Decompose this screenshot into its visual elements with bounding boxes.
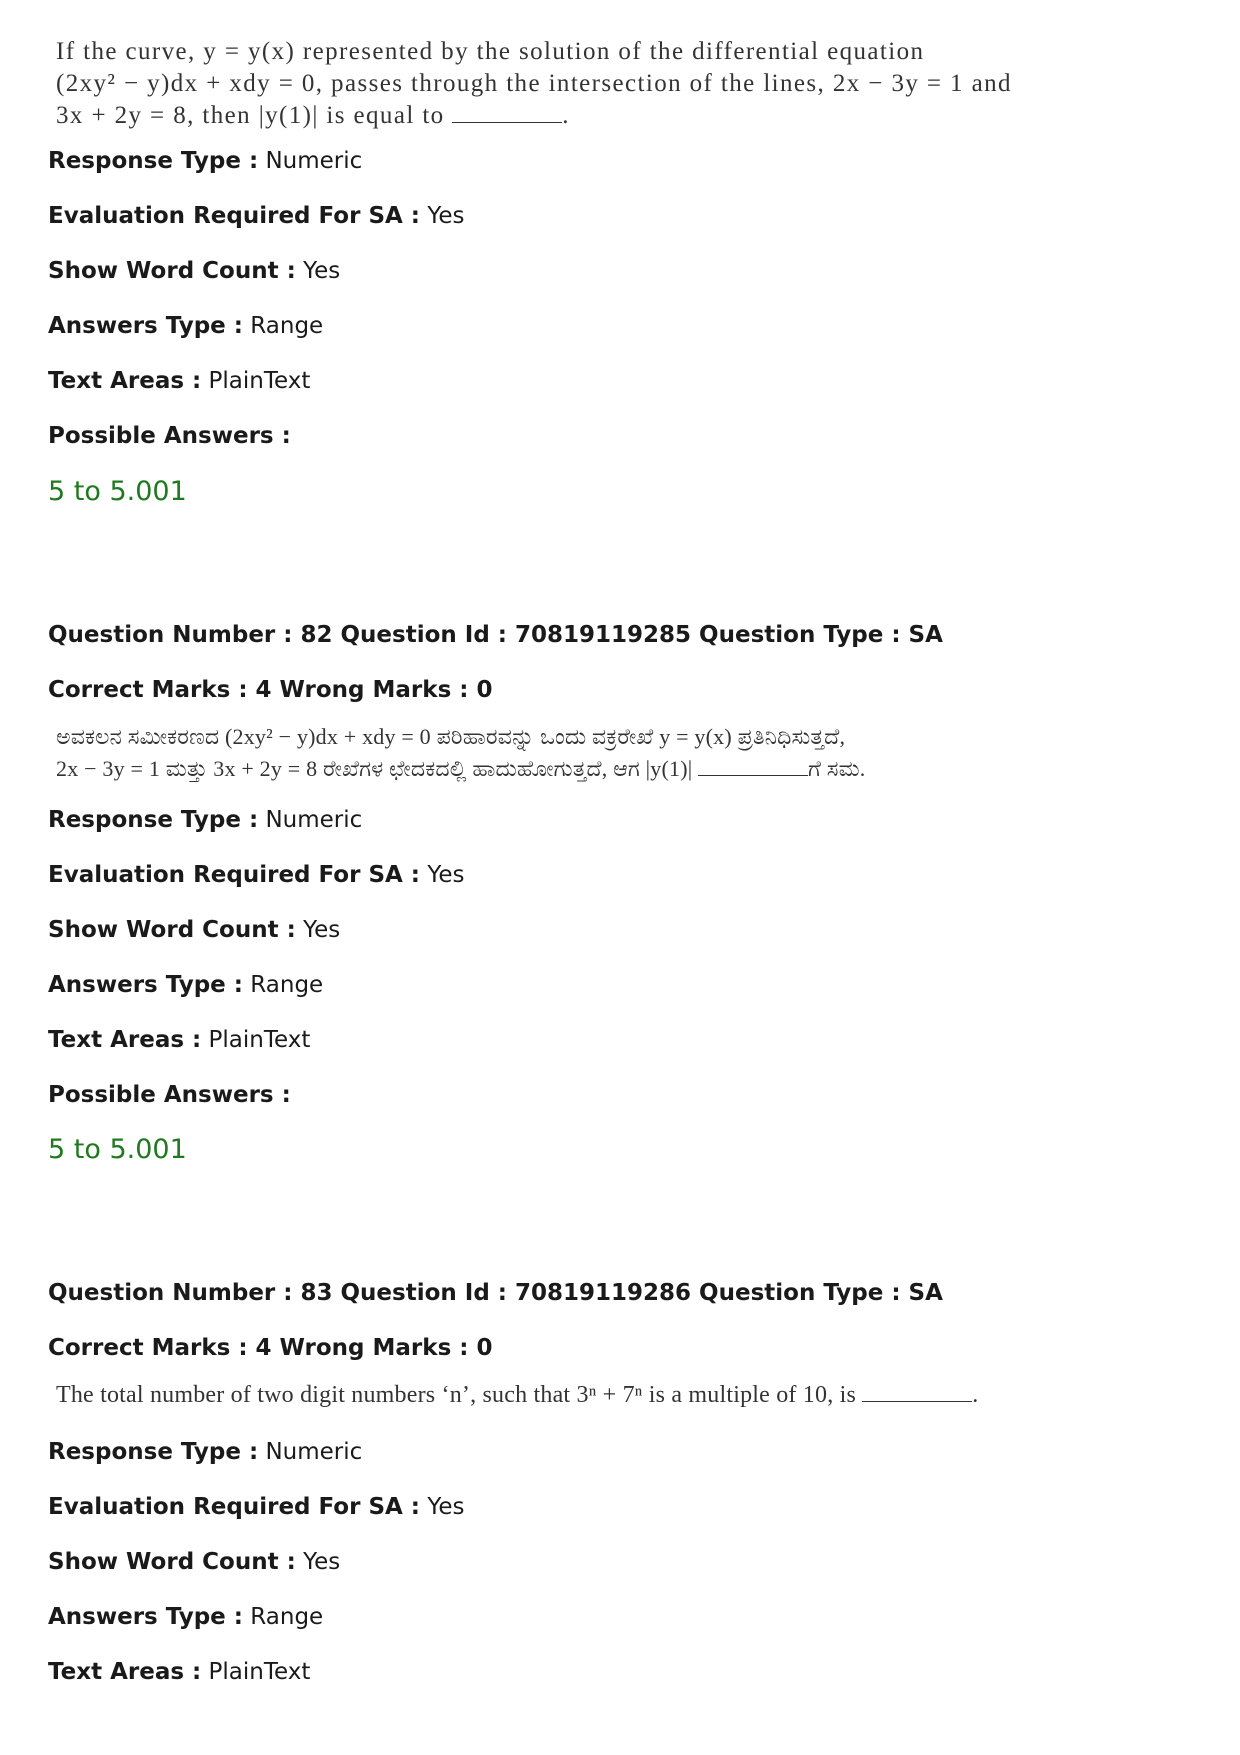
question-81-text [56,36,1012,132]
question-83-text [56,1379,979,1411]
possible-answers-label: Possible Answers : [48,1082,291,1108]
evaluation-row: Evaluation Required For SA : Yes [48,1494,465,1520]
answer-blank [862,1379,972,1402]
evaluation-row: Evaluation Required For SA : Yes [48,203,465,229]
word-count-row: Show Word Count : Yes [48,917,341,943]
question-line: (2xy² − y)dx + xdy = 0, passes through the intersection of the lines, 2x − 3y = 1 and [56,70,1012,97]
question-82-header: Question Number : 82 Question Id : 70819119285 Question Type : SA [48,622,943,648]
answers-type-row: Answers Type : Range [48,972,324,998]
word-count-row: Show Word Count : Yes [48,258,341,284]
response-type-row: Response Type : Numeric [48,1439,363,1465]
evaluation-row: Evaluation Required For SA : Yes [48,862,465,888]
question-line: ಅವಕಲನ ಸಮೀಕರಣದ (2xy² − y)dx + xdy = 0 ಪರಿಹಾರವನ್ನು ಒಂದು ವಕ್ರರೇಖೆ y = y(x) ಪ್ರತಿನಿಧಿಸುತ್ತದೆ, [56,724,846,749]
question-82-marks: Correct Marks : 4 Wrong Marks : 0 [48,677,493,703]
possible-answer: 5 to 5.001 [48,476,187,507]
answers-type-row: Answers Type : Range [48,1604,324,1630]
possible-answer: 5 to 5.001 [48,1134,187,1165]
answer-blank [452,100,562,123]
answer-blank [698,753,808,776]
question-line: The total number of two digit numbers ‘n’, such that 3ⁿ + 7ⁿ is a multiple of 10, is . [56,1379,946,1411]
question-83-header: Question Number : 83 Question Id : 70819119286 Question Type : SA [48,1280,943,1306]
response-type-row: Response Type : Numeric [48,148,363,174]
question-line: If the curve, y = y(x) represented by the solution of the differential equation [56,38,925,65]
possible-answers-label: Possible Answers : [48,423,291,449]
question-83-marks: Correct Marks : 4 Wrong Marks : 0 [48,1335,493,1361]
answers-type-row: Answers Type : Range [48,313,324,339]
question-line: 3x + 2y = 8, then |y(1)| is equal to . [56,102,570,129]
question-line: 2x − 3y = 1 ಮತ್ತು 3x + 2y = 8 ರೇಖೆಗಳ ಛೇದಕದಲ್ಲಿ ಹಾದುಹೋಗುತ್ತದೆ, ಆಗ |y(1)| ಗೆ ಸಮ. [56,753,946,785]
text-areas-row: Text Areas : PlainText [48,1659,311,1685]
response-type-row: Response Type : Numeric [48,807,363,833]
question-82-text [56,721,946,785]
text-areas-row: Text Areas : PlainText [48,1027,311,1053]
word-count-row: Show Word Count : Yes [48,1549,341,1575]
text-areas-row: Text Areas : PlainText [48,368,311,394]
